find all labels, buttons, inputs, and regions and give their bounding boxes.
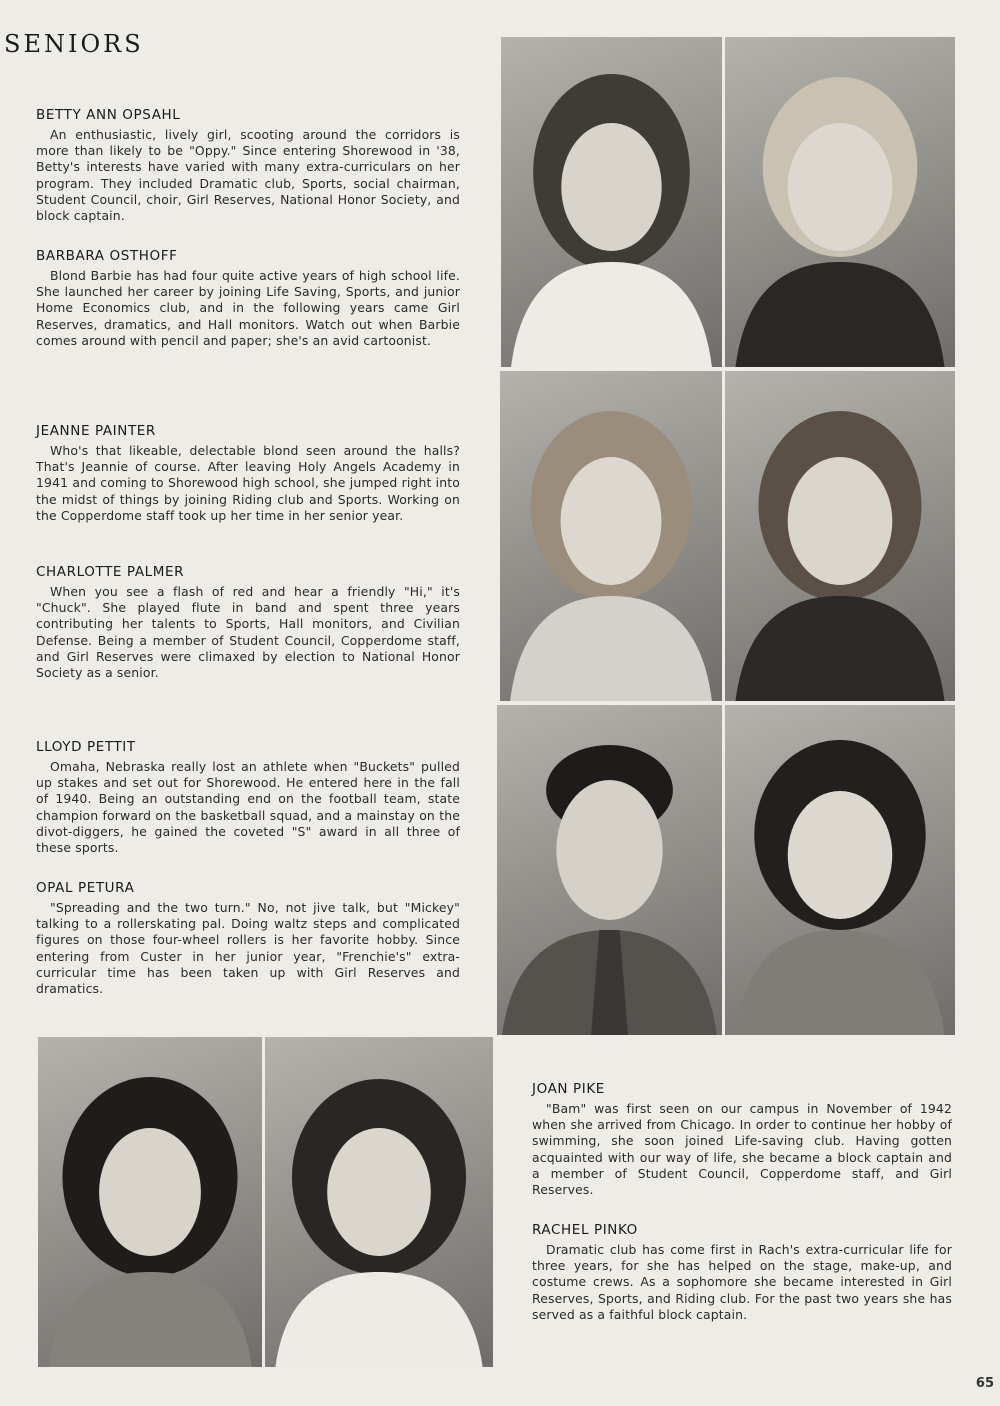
senior-bio: "Bam" was first seen on our campus in November of 1942 when she arrived from Chicago. In order to continue her hobby of swimming, she soon joined Life-saving club. Having gotten acquainted with our way of life, she became a block captain and a member of Student Council, Copperdome staff, and Girl Reserves. (532, 1101, 952, 1198)
senior-name: JEANNE PAINTER (36, 423, 156, 439)
senior-name: BARBARA OSTHOFF (36, 248, 178, 264)
bio-charlotte-palmer (36, 564, 460, 681)
senior-bio: Who's that likeable, delectable blond seen around the halls? That's Jeannie of course. After leaving Holy Angels Academy in 1941 and coming to Shorewood high school, she jumped right into the midst of things by joining Riding club and Sports. Working on the Copperdome staff took up her time in her senior year. (36, 443, 460, 523)
bio-opal-petura (36, 880, 460, 997)
portrait-silhouette-icon (500, 371, 722, 701)
senior-name: CHARLOTTE PALMER (36, 564, 185, 580)
bio-lloyd-pettit (36, 739, 460, 856)
portrait-lloyd-pettit (497, 705, 722, 1035)
bio-jeanne-painter (36, 423, 460, 524)
senior-name: OPAL PETURA (36, 880, 135, 896)
portrait-joan-pike (38, 1037, 262, 1367)
senior-bio: An enthusiastic, lively girl, scooting around the corridors is more than likely to be "Oppy." Since entering Shorewood in '38, Betty's interests have varied with many extra-curriculars on her program. They included Dramatic club, Sports, social chairman, Student Council, choir, Girl Reserves, National Honor Society, and block captain. (36, 127, 460, 224)
senior-bio: "Spreading and the two turn." No, not jive talk, but "Mickey" talking to a rollerskating pal. Doing waltz steps and complicated figures on those four-wheel rollers is her favorite hobby. Since entering from Custer in her junior year, "Frenchie's" extra-curricular time has been taken up with Girl Reserves and dramatics. (36, 900, 460, 997)
senior-name: BETTY ANN OPSAHL (36, 107, 181, 123)
senior-bio: Dramatic club has come first in Rach's extra-curricular life for three years, for she has helped on the stage, make-up, and costume crews. As a sophomore she became interested in Girl Reserves, Sports, and Riding club. For the past two years she has served as a faithful block captain. (532, 1242, 952, 1322)
bio-barbara-osthoff (36, 248, 460, 349)
senior-name: LLOYD PETTIT (36, 739, 136, 755)
portrait-silhouette-icon (38, 1037, 262, 1367)
senior-bio: Omaha, Nebraska really lost an athlete when "Buckets" pulled up stakes and set out for Shorewood. He entered here in the fall of 1940. Being an outstanding end on the football team, state champion forward on the basketball squad, and a mainstay on the divot-diggers, he gained the coveted "S" award in all three of these sports. (36, 759, 460, 856)
portrait-rachel-pinko (265, 1037, 493, 1367)
portrait-silhouette-icon (497, 705, 722, 1035)
senior-name: JOAN PIKE (532, 1081, 605, 1097)
portrait-silhouette-icon (265, 1037, 493, 1367)
senior-bio: Blond Barbie has had four quite active years of high school life. She launched her career by joining Life Saving, Sports, and junior Home Economics club, and in the following years came Girl Reserves, dramatics, and Hall monitors. Watch out when Barbie comes around with pencil and paper; she's an avid cartoonist. (36, 268, 460, 348)
portrait-silhouette-icon (725, 705, 955, 1035)
page-number: 65 (975, 1376, 994, 1391)
senior-name: RACHEL PINKO (532, 1222, 638, 1238)
portrait-silhouette-icon (725, 37, 955, 367)
page-heading: SENIORS (4, 30, 144, 58)
portrait-opal-petura (725, 705, 955, 1035)
bio-betty-ann-opsahl (36, 107, 460, 224)
portrait-barbara-osthoff (725, 37, 955, 367)
portrait-jeanne-painter (500, 371, 722, 701)
bio-joan-pike (532, 1081, 952, 1198)
portrait-silhouette-icon (501, 37, 722, 367)
portrait-betty-ann-opsahl (501, 37, 722, 367)
bio-rachel-pinko (532, 1222, 952, 1323)
senior-bio: When you see a flash of red and hear a friendly "Hi," it's "Chuck". She played flute in band and spent three years contributing her talents to Sports, Hall monitors, and Civilian Defense. Being a member of Student Council, Copperdome staff, and Girl Reserves were climaxed by election to National Honor Society as a senior. (36, 584, 460, 681)
portrait-silhouette-icon (725, 371, 955, 701)
portrait-charlotte-palmer (725, 371, 955, 701)
